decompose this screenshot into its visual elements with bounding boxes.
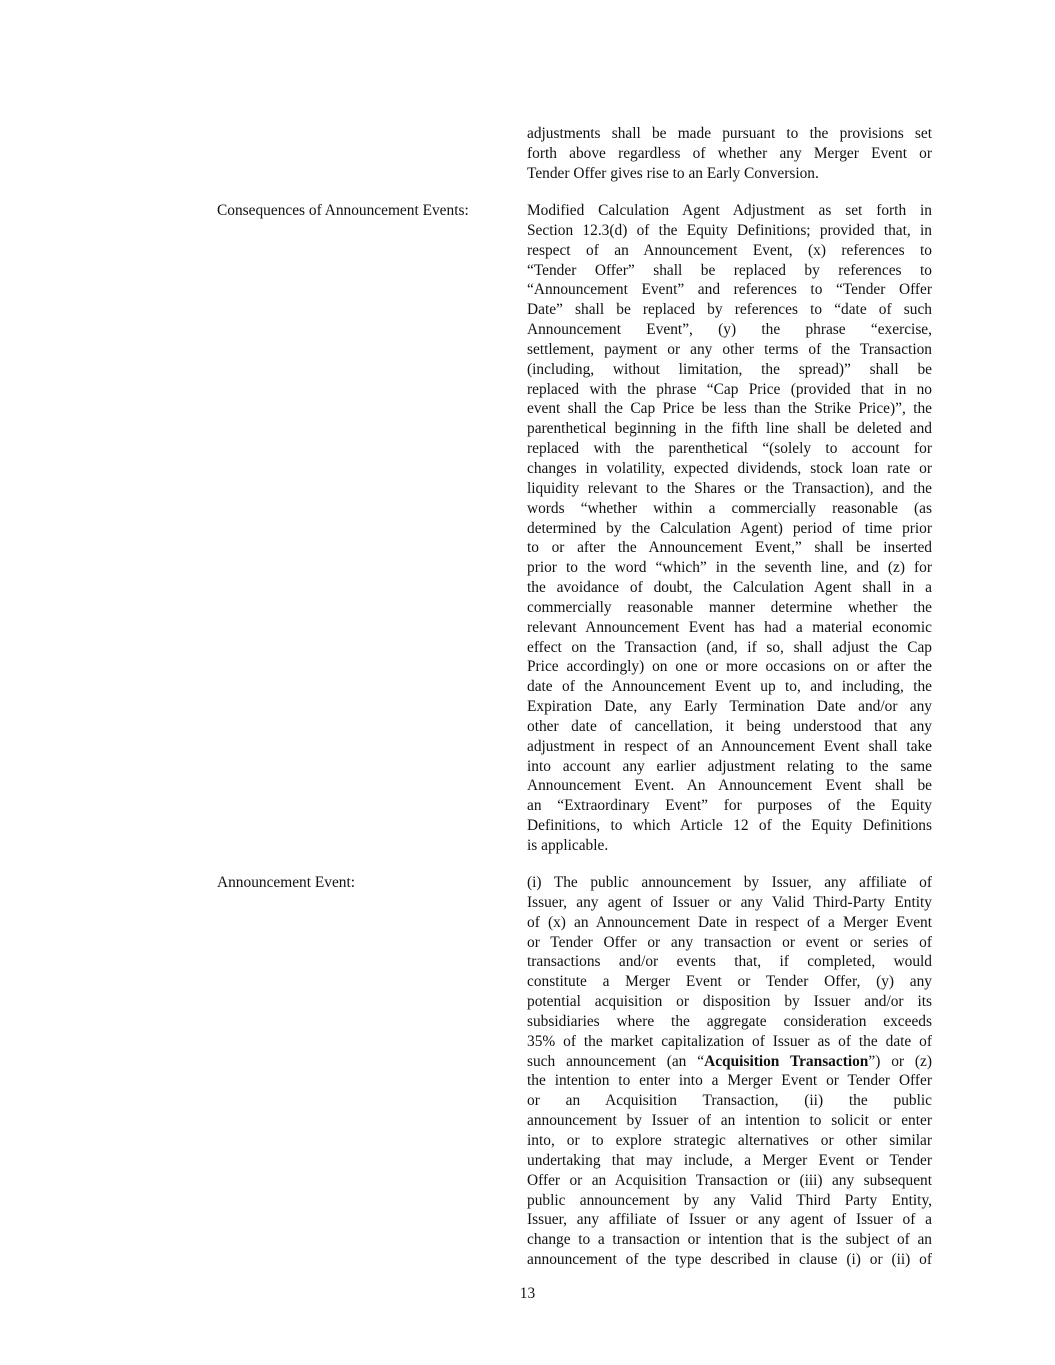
text-line: the intention to enter into a Merger Event or Tender Offer [527,1072,932,1090]
section-body-announcement-event [527,873,932,1270]
text-line: Definitions, to which Article 12 of the Equity Definitions [527,817,932,835]
text-line: adjustment in respect of an Announcement Event shall take [527,737,932,755]
text-line: announcement of the type described in clause (i) or (ii) of [527,1251,932,1269]
text-line: or an Acquisition Transaction, (ii) the public [527,1092,932,1110]
text-line-with-defined-term [527,1052,932,1072]
text-line: “Announcement Event” and references to “Tender Offer [527,281,932,299]
text-line: to or after the Announcement Event,” shall be inserted [527,539,932,557]
text-line: Expiration Date, any Early Termination Date and/or any [527,698,932,716]
text-line: change to a transaction or intention that is the subject of an [527,1231,932,1249]
text-line: undertaking that may include, a Merger Event or Tender [527,1151,932,1169]
text-line: Issuer, any agent of Issuer or any Valid Third-Party Entity [527,893,932,911]
text-line: changes in volatility, expected dividends, stock loan rate or [527,459,932,477]
text-line: into account any earlier adjustment relating to the same [527,757,932,775]
text-line: is applicable. [527,837,609,854]
text-line: (i) The public announcement by Issuer, any affiliate of [527,874,932,891]
text-line: prior to the word “which” in the seventh line, and (z) for [527,559,932,577]
text-line: words “whether within a commercially reasonable (as [527,499,932,517]
text-line: date of the Announcement Event up to, and including, the [527,678,932,696]
text-fragment: such announcement (an “ [527,1052,705,1070]
text-line: constitute a Merger Event or Tender Offer, (y) any [527,973,932,991]
text-line: Offer or an Acquisition Transaction or (iii) any subsequent [527,1171,932,1189]
text-fragment: ”) or (z) [868,1052,933,1070]
text-line: public announcement by any Valid Third Party Entity, [527,1191,932,1209]
section-label-announcement-event: Announcement Event: [217,874,356,891]
text-line: replaced with the parenthetical “(solely to account for [527,440,932,458]
text-line: adjustments shall be made pursuant to the provisions set [527,125,932,142]
text-line: an “Extraordinary Event” for purposes of the Equity [527,797,932,815]
text-line: of (x) an Announcement Date in respect of a Merger Event [527,913,932,931]
text-line: commercially reasonable manner determine whether the [527,598,932,616]
text-line: (including, without limitation, the spread)” shall be [527,360,932,378]
text-line: Section 12.3(d) of the Equity Definitions; provided that, in [527,221,932,239]
text-line: settlement, payment or any other terms of the Transaction [527,340,932,358]
text-line: or Tender Offer or any transaction or event or series of [527,933,932,951]
text-line: subsidiaries where the aggregate consideration exceeds [527,1012,932,1030]
text-line: relevant Announcement Event has had a material economic [527,618,932,636]
text-line: effect on the Transaction (and, if so, shall adjust the Cap [527,638,932,656]
text-line: 35% of the market capitalization of Issuer as of the date of [527,1032,932,1050]
text-line: “Tender Offer” shall be replaced by references to [527,261,932,279]
text-line: Announcement Event”, (y) the phrase “exercise, [527,321,932,339]
text-line: Announcement Event. An Announcement Event shall be [527,777,932,795]
text-line: Date” shall be replaced by references to “date of such [527,301,932,319]
text-line: replaced with the phrase “Cap Price (provided that in no [527,380,932,398]
text-line: parenthetical beginning in the fifth line shall be deleted and [527,420,932,438]
text-line: Issuer, any affiliate of Issuer or any agent of Issuer of a [527,1211,932,1229]
text-line: the avoidance of doubt, the Calculation Agent shall in a [527,579,932,597]
section-label-consequences: Consequences of Announcement Events: [217,202,469,219]
text-line: event shall the Cap Price be less than the Strike Price)”, the [527,400,932,418]
text-line: determined by the Calculation Agent) period of time prior [527,519,932,537]
text-line: potential acquisition or disposition by Issuer and/or its [527,993,932,1011]
defined-term: Acquisition Transaction [704,1052,869,1070]
text-line: into, or to explore strategic alternatives or other similar [527,1131,932,1149]
text-line: forth above regardless of whether any Merger Event or [527,144,932,162]
page-number: 13 [519,1285,536,1302]
text-line: respect of an Announcement Event, (x) references to [527,241,932,259]
text-line: Tender Offer gives rise to an Early Conversion. [527,164,819,182]
text-line: liquidity relevant to the Shares or the Transaction), and the [527,479,932,497]
text-line: Price accordingly) on one or more occasions on or after the [527,658,932,676]
continuation-paragraph [527,124,932,184]
text-line: transactions and/or events that, if completed, would [527,953,932,971]
text-line: other date of cancellation, it being understood that any [527,717,932,735]
text-line: Modified Calculation Agent Adjustment as set forth in [527,202,932,219]
text-line: announcement by Issuer of an intention to solicit or enter [527,1112,932,1130]
section-body-consequences [527,201,932,856]
